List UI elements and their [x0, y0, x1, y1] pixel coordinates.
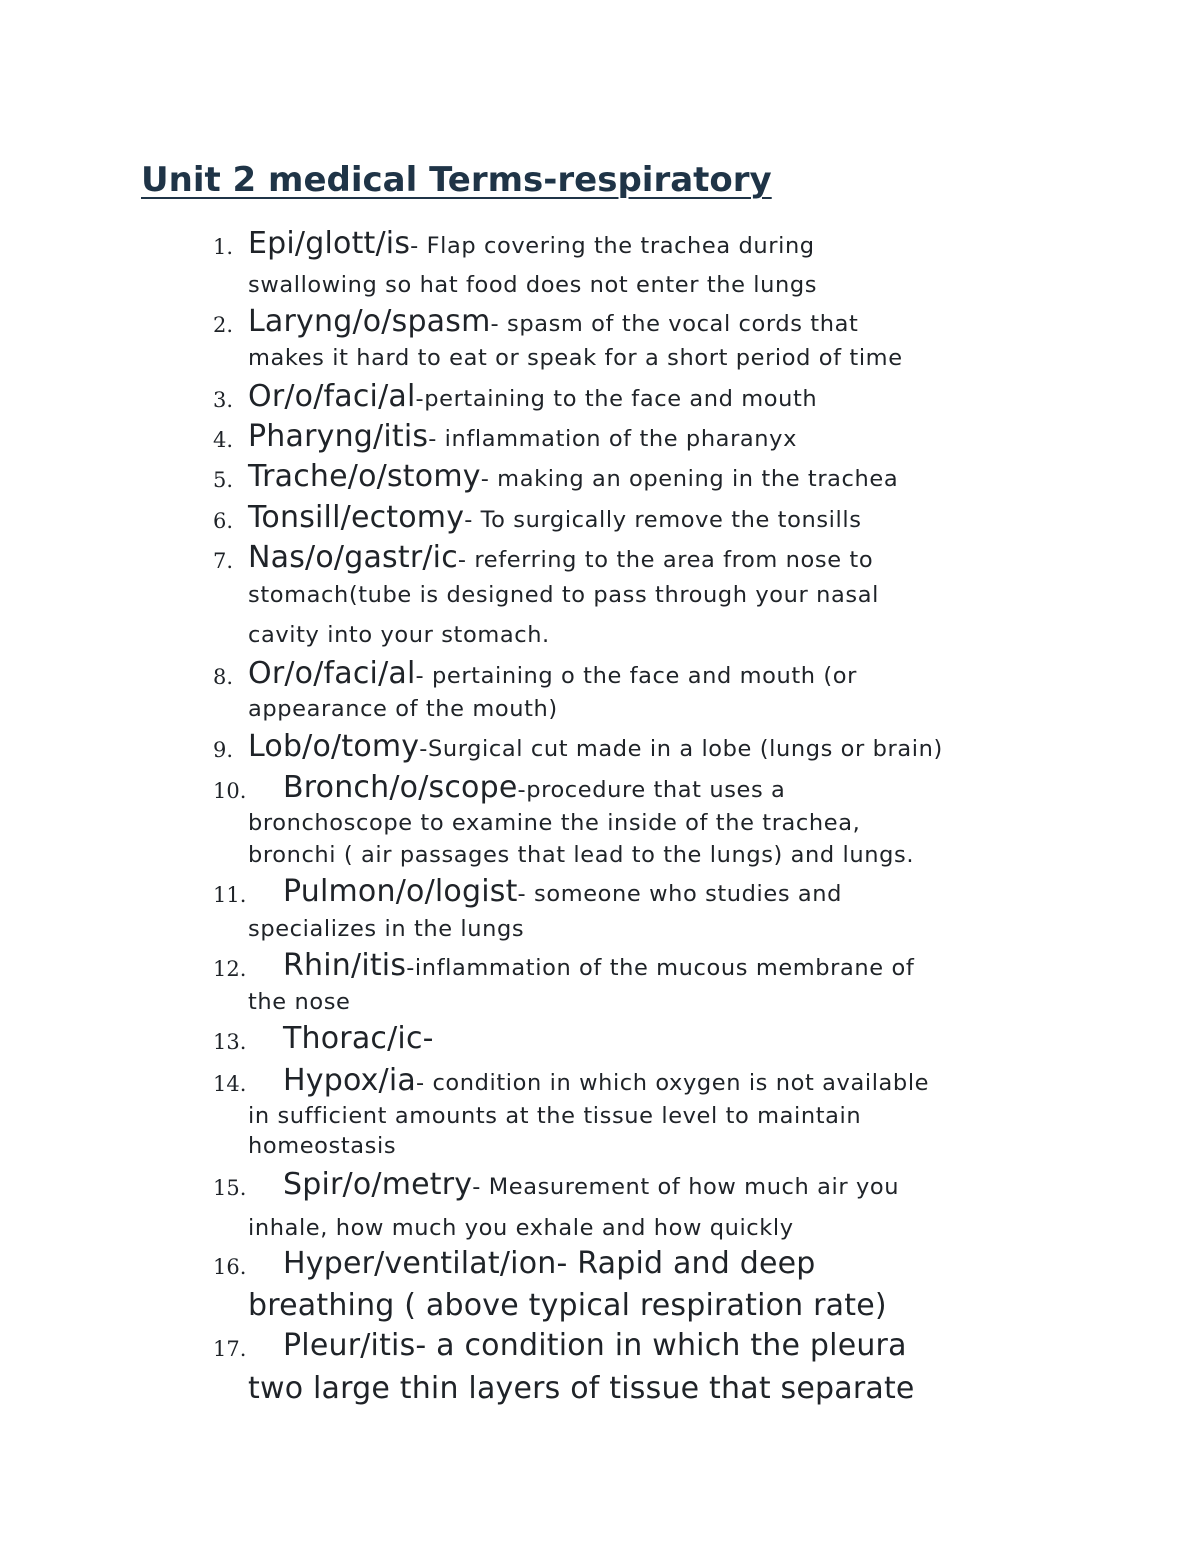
term-word: Rhin/itis [283, 948, 407, 983]
document-title: Unit 2 medical Terms-respiratory [141, 160, 772, 200]
definition-continuation: specializes in the lungs [248, 916, 525, 942]
definition-continuation: appearance of the mouth) [248, 696, 558, 722]
definition-continuation: two large thin layers of tissue that separate [248, 1371, 915, 1406]
term-definition: - condition in which oxygen is not available [415, 1070, 930, 1096]
term-definition: - pertaining o the face and mouth (or [415, 663, 857, 689]
term-definition: - referring to the area from nose to [457, 547, 874, 573]
term-line [248, 304, 859, 341]
term-definition: -Surgical cut made in a lobe (lungs or brain) [419, 736, 943, 762]
term-definition: - Flap covering the trachea during [410, 233, 815, 259]
term-word: Pulmon/o/logist [283, 874, 518, 909]
term-line [248, 540, 874, 577]
definition-continuation: homeostasis [248, 1133, 397, 1159]
term-line [283, 1167, 900, 1204]
term-line [283, 1328, 907, 1365]
term-definition: - making an opening in the trachea [480, 466, 899, 492]
definition-continuation: stomach(tube is designed to pass through your nasal [248, 582, 879, 608]
term-word: Bronch/o/scope [283, 770, 518, 805]
term-word: Thorac/ic- [283, 1021, 434, 1056]
term-line [283, 1246, 816, 1283]
term-line [248, 459, 899, 496]
term-line [283, 948, 915, 985]
term-word: Tonsill/ectomy [248, 500, 465, 535]
term-definition: - To surgically remove the tonsills [464, 507, 862, 533]
item-number: 16. [213, 1255, 247, 1279]
term-word: Epi/glott/is [248, 226, 411, 261]
term-word: Nas/o/gastr/ic [248, 540, 458, 575]
term-line [283, 1063, 930, 1100]
term-definition: -pertaining to the face and mouth [415, 386, 818, 412]
item-number: 17. [213, 1337, 247, 1361]
term-word: Spir/o/metry [283, 1167, 473, 1202]
item-number: 15. [213, 1176, 247, 1200]
item-number: 14. [213, 1072, 247, 1096]
term-definition: - spasm of the vocal cords that [490, 311, 859, 337]
term-word: Hyper/ventilat/ion [283, 1246, 557, 1281]
term-word: Laryng/o/spasm [248, 304, 491, 339]
item-number: 7. [213, 549, 234, 573]
item-number: 5. [213, 468, 234, 492]
term-definition: - someone who studies and [517, 881, 843, 907]
definition-continuation: cavity into your stomach. [248, 622, 550, 648]
item-number: 11. [213, 883, 247, 907]
term-line [248, 419, 797, 456]
item-number: 9. [213, 738, 234, 762]
term-word: Pleur/itis [283, 1328, 416, 1363]
term-line [283, 874, 843, 911]
term-definition: - Rapid and deep [556, 1246, 816, 1281]
term-line [248, 729, 943, 766]
item-number: 8. [213, 665, 234, 689]
term-word: Pharyng/itis [248, 419, 429, 454]
term-definition: - Measurement of how much air you [472, 1174, 900, 1200]
item-number: 3. [213, 388, 234, 412]
term-line [248, 379, 818, 416]
definition-continuation: bronchi ( air passages that lead to the lungs) and lungs. [248, 842, 915, 868]
term-line [283, 770, 786, 807]
definition-continuation: in sufficient amounts at the tissue level to maintain [248, 1103, 862, 1129]
term-word: Hypox/ia [283, 1063, 416, 1098]
definition-continuation: the nose [248, 989, 351, 1015]
item-number: 10. [213, 779, 247, 803]
item-number: 12. [213, 957, 247, 981]
item-number: 4. [213, 428, 234, 452]
term-definition: -inflammation of the mucous membrane of [406, 955, 915, 981]
term-line [248, 500, 862, 537]
term-line [283, 1021, 434, 1058]
item-number: 2. [213, 313, 234, 337]
term-word: Or/o/faci/al [248, 379, 416, 414]
definition-continuation: breathing ( above typical respiration rate) [248, 1288, 887, 1323]
term-definition: - inflammation of the pharanyx [428, 426, 797, 452]
item-number: 6. [213, 509, 234, 533]
term-definition: -procedure that uses a [517, 777, 786, 803]
term-line [248, 226, 815, 263]
term-line [248, 656, 857, 693]
term-word: Lob/o/tomy [248, 729, 420, 764]
definition-continuation: inhale, how much you exhale and how quickly [248, 1215, 794, 1241]
term-word: Or/o/faci/al [248, 656, 416, 691]
term-definition: - a condition in which the pleura [415, 1328, 907, 1363]
item-number: 13. [213, 1030, 247, 1054]
definition-continuation: swallowing so hat food does not enter the lungs [248, 272, 818, 298]
term-word: Trache/o/stomy [248, 459, 481, 494]
item-number: 1. [213, 235, 234, 259]
definition-continuation: makes it hard to eat or speak for a short period of time [248, 345, 903, 371]
definition-continuation: bronchoscope to examine the inside of the trachea, [248, 810, 861, 836]
